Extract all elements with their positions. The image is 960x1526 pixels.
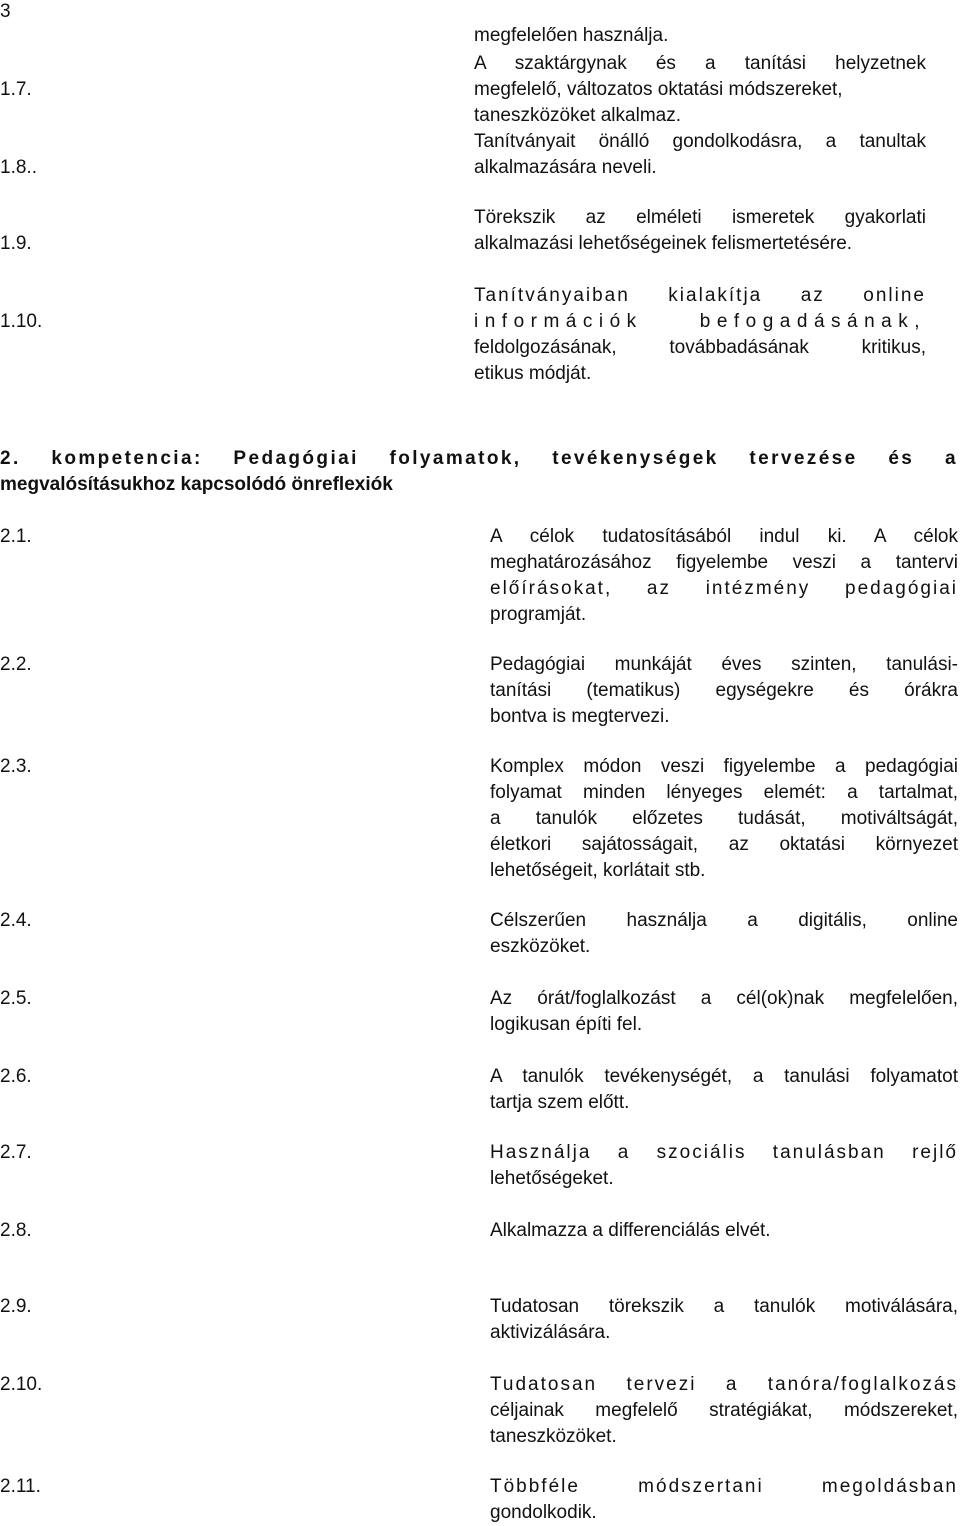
item-1-9-line: Törekszik az elméleti ismeretek gyakorlati: [474, 207, 926, 228]
item-number-2-9: 2.9.: [0, 1296, 32, 1317]
item-2-10-line: taneszközöket.: [490, 1426, 617, 1447]
item-2-4-line: Célszerűen használja a digitális, online: [490, 910, 958, 931]
item-number-2-3: 2.3.: [0, 756, 32, 777]
item-2-7-line: Használja a szociális tanulásban rejlő: [490, 1142, 958, 1163]
item-2-5-line: logikusan építi fel.: [490, 1014, 643, 1035]
item-1-9-line: alkalmazási lehetőségeinek felismertetésére.: [474, 233, 853, 254]
item-2-6-line: tartja szem előtt.: [490, 1092, 630, 1113]
item-2-4-line: eszközöket.: [490, 936, 591, 957]
item-2-6-line: A tanulók tevékenységét, a tanulási folyamatot: [490, 1066, 958, 1087]
item-2-2-line: Pedagógiai munkáját éves szinten, tanulási-: [490, 654, 958, 675]
competency-heading-cont: megvalósításukhoz kapcsolódó önreflexiók: [0, 474, 393, 495]
item-2-2-line: tanítási (tematikus) egységekre és órákra: [490, 680, 958, 701]
item-2-8-line: Alkalmazza a differenciálás elvét.: [490, 1220, 771, 1241]
item-2-11-line: Többféle módszertani megoldásban: [490, 1476, 958, 1497]
competency-heading: 2. kompetencia: Pedagógiai folyamatok, tevékenységek tervezése és a: [0, 448, 958, 469]
item-number-2-1: 2.1.: [0, 526, 32, 547]
item-1-8-line: Tanítványait önálló gondolkodásra, a tanultak: [474, 131, 926, 152]
item-2-11-line: gondolkodik.: [490, 1502, 597, 1523]
continued-line: megfelelően használja.: [474, 25, 669, 46]
item-1-10-line: Tanítványaiban kialakítja az online: [474, 285, 926, 306]
item-1-8-line: alkalmazására neveli.: [474, 157, 657, 178]
item-1-10-line: etikus módját.: [474, 363, 592, 384]
page-number: 3: [0, 1, 11, 22]
item-number-2-8: 2.8.: [0, 1220, 32, 1241]
item-1-7-line: A szaktárgynak és a tanítási helyzetnek: [474, 53, 926, 74]
item-number-1-10: 1.10.: [0, 311, 43, 332]
item-1-10-line: feldolgozásának, továbbadásának kritikus,: [474, 337, 926, 358]
item-2-7-line: lehetőségeket.: [490, 1168, 614, 1189]
item-2-1-line: programját.: [490, 604, 587, 625]
item-number-2-4: 2.4.: [0, 910, 32, 931]
item-2-3-line: a tanulók előzetes tudását, motiváltságát,: [490, 808, 958, 829]
item-number-1-7: 1.7.: [0, 79, 32, 100]
item-number-2-10: 2.10.: [0, 1374, 43, 1395]
item-2-5-line: Az órát/foglalkozást a cél(ok)nak megfelelően,: [490, 988, 958, 1009]
item-2-1-line: A célok tudatosításából indul ki. A célok: [490, 526, 958, 547]
item-number-1-9: 1.9.: [0, 233, 32, 254]
item-number-2-2: 2.2.: [0, 654, 32, 675]
item-1-7-line: taneszközöket alkalmaz.: [474, 105, 681, 126]
item-2-2-line: bontva is megtervezi.: [490, 706, 670, 727]
item-2-1-line: előírásokat, az intézmény pedagógiai: [490, 578, 958, 599]
item-2-3-line: lehetőségeit, korlátait stb.: [490, 860, 706, 881]
item-number-2-11: 2.11.: [0, 1476, 41, 1497]
item-2-3-line: folyamat minden lényeges elemét: a tartalmat,: [490, 782, 958, 803]
item-number-1-8: 1.8..: [0, 157, 37, 178]
item-2-10-line: Tudatosan tervezi a tanóra/foglalkozás: [490, 1374, 958, 1395]
item-2-9-line: Tudatosan törekszik a tanulók motiválására,: [490, 1296, 958, 1317]
item-2-3-line: Komplex módon veszi figyelembe a pedagógiai: [490, 756, 958, 777]
item-number-2-6: 2.6.: [0, 1066, 32, 1087]
item-2-1-line: meghatározásához figyelembe veszi a tantervi: [490, 552, 958, 573]
item-2-10-line: céljainak megfelelő stratégiákat, módszereket,: [490, 1400, 958, 1421]
item-number-2-7: 2.7.: [0, 1142, 32, 1163]
item-2-3-line: életkori sajátosságait, az oktatási környezet: [490, 834, 958, 855]
item-number-2-5: 2.5.: [0, 988, 32, 1009]
item-1-7-line: megfelelő, változatos oktatási módszereket,: [474, 79, 843, 100]
item-1-10-line: információk befogadásának,: [474, 311, 926, 332]
item-2-9-line: aktivizálására.: [490, 1322, 611, 1343]
